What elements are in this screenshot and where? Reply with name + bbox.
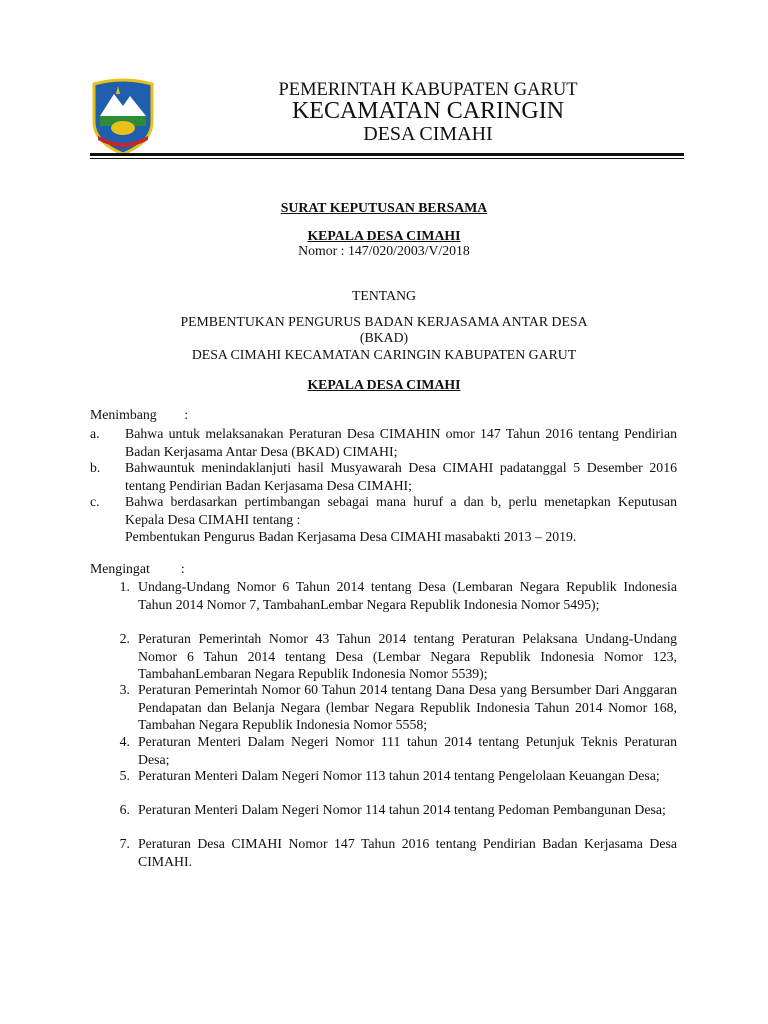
letterhead-rule-thin xyxy=(90,158,684,159)
mengingat-item-1: Undang-Undang Nomor 6 Tahun 2014 tentang Desa (Lembaran Negara Republik Indonesia Tahun 2014 Nomor 7, TambahanLembar Negara Republik Indonesia Nomor 5495); xyxy=(138,579,677,612)
menimbang-item-a: Bahwa untuk melaksanakan Peraturan Desa CIMAHIN omor 147 Tahun 2016 tentang Pendirian Badan Kerjasama Antar Desa (BKAD) CIMAHI; xyxy=(125,426,677,459)
menimbang-item-b: Bahwauntuk menindaklanjuti hasil Musyawarah Desa CIMAHI padatanggal 5 Desember 2016 tentang Pendirian Badan Kerjasama Desa CIMAHI; xyxy=(125,460,677,493)
letterhead-district: KECAMATAN CARINGIN xyxy=(291,98,565,124)
mengingat-item-7: Peraturan Desa CIMAHI Nomor 147 Tahun 2016 tentang Pendirian Badan Kerjasama Desa CIMAHI. xyxy=(138,836,677,869)
letterhead-government: PEMERINTAH KABUPATEN GARUT xyxy=(278,80,578,100)
garut-emblem-icon xyxy=(90,76,156,156)
mengingat-number: 7. xyxy=(119,836,130,851)
mengingat-item-3: Peraturan Pemerintah Nomor 60 Tahun 2014 tentang Dana Desa yang Bersumber Dari Anggaran Pendapatan dan Belanja Negara (lembar Negara Republik Indonesia Tahun 2014 Nomor 168, Tambahan Negara Republik Indonesia Nomor 5558; xyxy=(138,682,677,732)
mengingat-number: 6. xyxy=(119,802,130,817)
menimbang-label: Menimbang : xyxy=(90,407,189,422)
mengingat-number: 1. xyxy=(119,579,130,594)
menimbang-mark-c: c. xyxy=(90,494,100,509)
mengingat-item-6: Peraturan Menteri Dalam Negeri Nomor 114 tahun 2014 tentang Pedoman Pembangunan Desa; xyxy=(138,802,666,817)
letterhead-village: DESA CIMAHI xyxy=(363,123,493,145)
mengingat-item-2: Peraturan Pemerintah Nomor 43 Tahun 2014 tentang Peraturan Pelaksana Undang-Undang Nomor 6 Tahun 2014 tentang Desa (Lembar Negara Republik Indonesia Nomor 123, TambahanLembaran Negara Republik Indonesia Nomor 5539); xyxy=(138,631,677,681)
mengingat-number: 4. xyxy=(119,734,130,749)
subject-line-1: PEMBENTUKAN PENGURUS BADAN KERJASAMA ANTAR DESA xyxy=(180,314,588,329)
document-subtitle: KEPALA DESA CIMAHI xyxy=(307,228,461,243)
menimbang-mark-b: b. xyxy=(90,460,101,475)
mengingat-item-5: Peraturan Menteri Dalam Negeri Nomor 113 tahun 2014 tentang Pengelolaan Keuangan Desa; xyxy=(138,768,660,783)
mengingat-item-4: Peraturan Menteri Dalam Negeri Nomor 111 tahun 2014 tentang Petunjuk Teknis Peraturan Desa; xyxy=(138,734,677,767)
menimbang-item-c-continuation: Pembentukan Pengurus Badan Kerjasama Desa CIMAHI masabakti 2013 – 2019. xyxy=(125,529,577,544)
menimbang-mark-a: a. xyxy=(90,426,100,441)
letterhead-rule-thick xyxy=(90,153,684,156)
subject-line-3: DESA CIMAHI KECAMATAN CARINGIN KABUPATEN GARUT xyxy=(191,347,577,362)
subject-line-2: (BKAD) xyxy=(359,330,409,345)
tentang-label: TENTANG xyxy=(351,288,417,303)
mengingat-number: 3. xyxy=(119,682,130,697)
document-title: SURAT KEPUTUSAN BERSAMA xyxy=(280,200,488,215)
document-number: Nomor : 147/020/2003/V/2018 xyxy=(298,243,470,258)
mengingat-number: 2. xyxy=(119,631,130,646)
menimbang-item-c: Bahwa berdasarkan pertimbangan sebagai mana huruf a dan b, perlu menetapkan Keputusan Kepala Desa CIMAHI tentang : xyxy=(125,494,677,527)
mengingat-number: 5. xyxy=(119,768,130,783)
authority-heading: KEPALA DESA CIMAHI xyxy=(307,377,461,392)
mengingat-label: Mengingat : xyxy=(90,561,185,576)
